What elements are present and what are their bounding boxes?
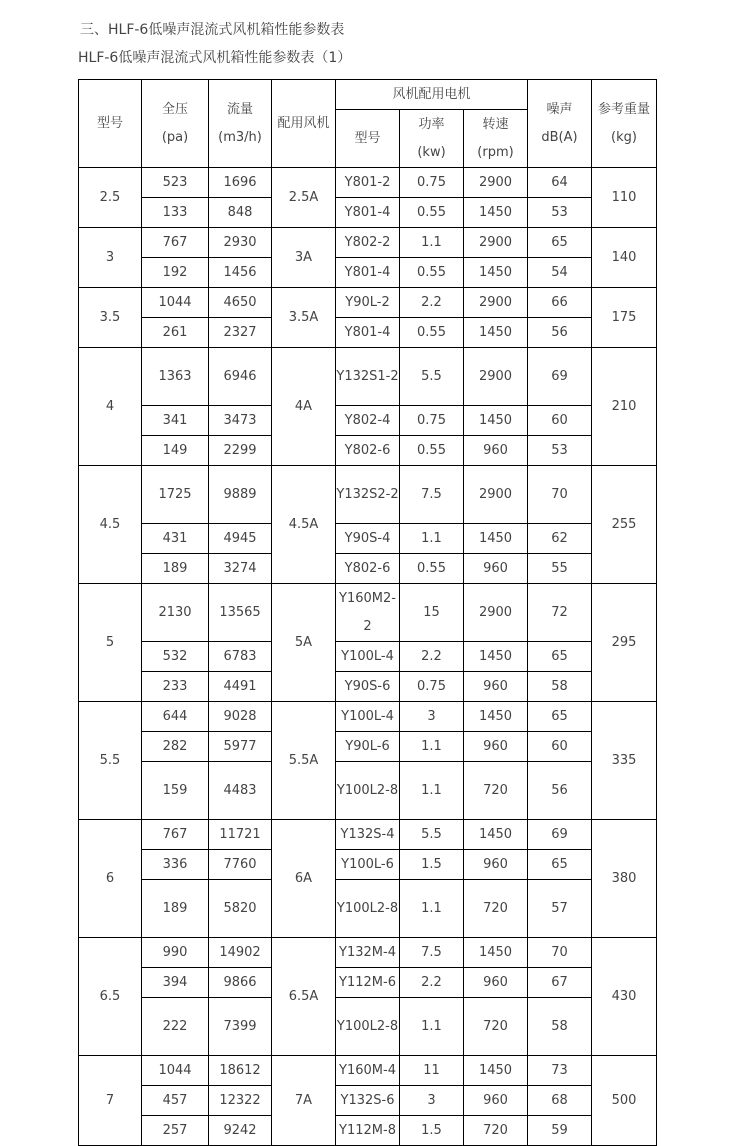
cell-flow: 9866: [209, 968, 272, 998]
cell-noise: 53: [528, 436, 592, 466]
cell-motor-model: Y802-6: [336, 554, 400, 584]
table-row: [79, 880, 657, 938]
cell-speed: 960: [464, 850, 528, 880]
cell-pressure: 1725: [142, 466, 209, 524]
cell-fan: 6.5A: [272, 938, 336, 1056]
cell-power: 0.75: [400, 672, 464, 702]
cell-fan: 7A: [272, 1056, 336, 1146]
cell-noise: 67: [528, 968, 592, 998]
cell-weight: 140: [592, 228, 657, 288]
cell-flow: 4945: [209, 524, 272, 554]
cell-speed: 1450: [464, 702, 528, 732]
cell-motor-model: Y90L-2: [336, 288, 400, 318]
cell-noise: 73: [528, 1056, 592, 1086]
table-row: [79, 258, 657, 288]
table-row: [79, 642, 657, 672]
table-row: [79, 584, 657, 642]
table-row: [79, 1056, 657, 1086]
cell-fan: 4A: [272, 348, 336, 466]
cell-flow: 5977: [209, 732, 272, 762]
cell-pressure: 990: [142, 938, 209, 968]
cell-model: 7: [79, 1056, 142, 1146]
cell-speed: 2900: [464, 348, 528, 406]
cell-noise: 62: [528, 524, 592, 554]
cell-pressure: 149: [142, 436, 209, 466]
cell-pressure: 282: [142, 732, 209, 762]
header-noise: 噪声 dB(A): [528, 80, 592, 168]
cell-power: 1.5: [400, 850, 464, 880]
cell-flow: 12322: [209, 1086, 272, 1116]
cell-noise: 65: [528, 702, 592, 732]
cell-flow: 6783: [209, 642, 272, 672]
cell-model: 3: [79, 228, 142, 288]
cell-flow: 13565: [209, 584, 272, 642]
cell-motor-model: Y112M-8: [336, 1116, 400, 1146]
cell-weight: 210: [592, 348, 657, 466]
cell-power: 0.55: [400, 318, 464, 348]
cell-noise: 65: [528, 850, 592, 880]
cell-power: 0.55: [400, 258, 464, 288]
cell-pressure: 394: [142, 968, 209, 998]
cell-noise: 69: [528, 348, 592, 406]
header-fan: 配用风机: [272, 80, 336, 168]
table-row: [79, 998, 657, 1056]
cell-motor-model: Y100L2-8: [336, 880, 400, 938]
cell-motor-model: Y132S-4: [336, 820, 400, 850]
cell-pressure: 261: [142, 318, 209, 348]
cell-power: 1.1: [400, 880, 464, 938]
cell-speed: 1450: [464, 406, 528, 436]
cell-noise: 60: [528, 732, 592, 762]
cell-flow: 11721: [209, 820, 272, 850]
cell-motor-model: Y801-4: [336, 318, 400, 348]
table-row: [79, 466, 657, 524]
cell-flow: 9242: [209, 1116, 272, 1146]
cell-flow: 2299: [209, 436, 272, 466]
cell-pressure: 431: [142, 524, 209, 554]
table-row: [79, 850, 657, 880]
cell-power: 0.75: [400, 168, 464, 198]
table-row: [79, 228, 657, 258]
cell-power: 11: [400, 1056, 464, 1086]
table-row: [79, 318, 657, 348]
table-row: [79, 938, 657, 968]
cell-model: 4: [79, 348, 142, 466]
header-motor-model: 型号: [336, 110, 400, 168]
cell-noise: 56: [528, 762, 592, 820]
cell-pressure: 2130: [142, 584, 209, 642]
cell-flow: 6946: [209, 348, 272, 406]
cell-motor-model: Y112M-6: [336, 968, 400, 998]
cell-power: 2.2: [400, 642, 464, 672]
cell-weight: 335: [592, 702, 657, 820]
cell-noise: 66: [528, 288, 592, 318]
cell-weight: 380: [592, 820, 657, 938]
cell-motor-model: Y100L2-8: [336, 762, 400, 820]
cell-motor-model: Y100L2-8: [336, 998, 400, 1056]
cell-noise: 55: [528, 554, 592, 584]
cell-motor-model: Y801-4: [336, 258, 400, 288]
cell-speed: 1450: [464, 524, 528, 554]
cell-fan: 3A: [272, 228, 336, 288]
cell-power: 1.1: [400, 524, 464, 554]
cell-speed: 960: [464, 436, 528, 466]
cell-speed: 1450: [464, 198, 528, 228]
cell-flow: 3274: [209, 554, 272, 584]
cell-weight: 110: [592, 168, 657, 228]
cell-noise: 70: [528, 938, 592, 968]
table-row: [79, 168, 657, 198]
cell-power: 1.1: [400, 228, 464, 258]
table-row: [79, 288, 657, 318]
cell-speed: 960: [464, 1086, 528, 1116]
cell-weight: 295: [592, 584, 657, 702]
cell-flow: 14902: [209, 938, 272, 968]
cell-motor-model: Y160M2-2: [336, 584, 400, 642]
cell-flow: 2930: [209, 228, 272, 258]
cell-pressure: 336: [142, 850, 209, 880]
header-speed: 转速 (rpm): [464, 110, 528, 168]
cell-pressure: 1044: [142, 1056, 209, 1086]
cell-pressure: 233: [142, 672, 209, 702]
cell-power: 0.55: [400, 198, 464, 228]
cell-noise: 56: [528, 318, 592, 348]
cell-speed: 1450: [464, 258, 528, 288]
cell-noise: 69: [528, 820, 592, 850]
cell-motor-model: Y132S1-2: [336, 348, 400, 406]
cell-speed: 720: [464, 762, 528, 820]
cell-flow: 18612: [209, 1056, 272, 1086]
cell-speed: 2900: [464, 466, 528, 524]
cell-fan: 4.5A: [272, 466, 336, 584]
cell-pressure: 767: [142, 228, 209, 258]
cell-fan: 2.5A: [272, 168, 336, 228]
cell-noise: 58: [528, 998, 592, 1056]
cell-motor-model: Y801-4: [336, 198, 400, 228]
cell-speed: 960: [464, 672, 528, 702]
cell-flow: 2327: [209, 318, 272, 348]
cell-model: 6: [79, 820, 142, 938]
cell-weight: 255: [592, 466, 657, 584]
table-row: [79, 554, 657, 584]
cell-power: 0.55: [400, 554, 464, 584]
cell-speed: 1450: [464, 820, 528, 850]
cell-motor-model: Y90L-6: [336, 732, 400, 762]
cell-weight: 175: [592, 288, 657, 348]
cell-pressure: 457: [142, 1086, 209, 1116]
cell-pressure: 189: [142, 554, 209, 584]
cell-power: 1.1: [400, 732, 464, 762]
cell-pressure: 189: [142, 880, 209, 938]
cell-noise: 53: [528, 198, 592, 228]
cell-model: 6.5: [79, 938, 142, 1056]
cell-flow: 4483: [209, 762, 272, 820]
cell-power: 5.5: [400, 348, 464, 406]
cell-flow: 1456: [209, 258, 272, 288]
cell-speed: 2900: [464, 168, 528, 198]
table-title: HLF-6低噪声混流式风机箱性能参数表（1）: [78, 50, 352, 66]
cell-pressure: 341: [142, 406, 209, 436]
header-pressure: 全压 (pa): [142, 80, 209, 168]
cell-pressure: 159: [142, 762, 209, 820]
table-header: [79, 80, 657, 168]
cell-speed: 720: [464, 1116, 528, 1146]
table-row: [79, 1086, 657, 1116]
cell-model: 5: [79, 584, 142, 702]
cell-flow: 9028: [209, 702, 272, 732]
cell-speed: 720: [464, 998, 528, 1056]
cell-noise: 59: [528, 1116, 592, 1146]
cell-flow: 4650: [209, 288, 272, 318]
table-row: [79, 762, 657, 820]
cell-pressure: 523: [142, 168, 209, 198]
cell-motor-model: Y802-2: [336, 228, 400, 258]
header-weight: 参考重量 (kg): [592, 80, 657, 168]
cell-motor-model: Y132S2-2: [336, 466, 400, 524]
cell-flow: 7760: [209, 850, 272, 880]
cell-motor-model: Y100L-4: [336, 642, 400, 672]
cell-noise: 65: [528, 228, 592, 258]
cell-flow: 848: [209, 198, 272, 228]
table-row: [79, 820, 657, 850]
cell-power: 1.1: [400, 998, 464, 1056]
cell-speed: 960: [464, 968, 528, 998]
table-row: [79, 672, 657, 702]
cell-pressure: 644: [142, 702, 209, 732]
cell-motor-model: Y132M-4: [336, 938, 400, 968]
cell-speed: 2900: [464, 584, 528, 642]
cell-power: 3: [400, 1086, 464, 1116]
table-row: [79, 348, 657, 406]
cell-noise: 60: [528, 406, 592, 436]
cell-fan: 5.5A: [272, 702, 336, 820]
cell-motor-model: Y801-2: [336, 168, 400, 198]
cell-speed: 1450: [464, 642, 528, 672]
cell-power: 7.5: [400, 466, 464, 524]
cell-pressure: 133: [142, 198, 209, 228]
table-row: [79, 702, 657, 732]
header-flow: 流量 (m3/h): [209, 80, 272, 168]
cell-noise: 57: [528, 880, 592, 938]
cell-pressure: 257: [142, 1116, 209, 1146]
cell-speed: 2900: [464, 228, 528, 258]
cell-flow: 7399: [209, 998, 272, 1056]
table-row: [79, 524, 657, 554]
cell-weight: 500: [592, 1056, 657, 1146]
cell-speed: 2900: [464, 288, 528, 318]
cell-motor-model: Y802-4: [336, 406, 400, 436]
cell-motor-model: Y100L-4: [336, 702, 400, 732]
cell-motor-model: Y160M-4: [336, 1056, 400, 1086]
cell-flow: 5820: [209, 880, 272, 938]
cell-fan: 6A: [272, 820, 336, 938]
table-row: [79, 198, 657, 228]
cell-noise: 68: [528, 1086, 592, 1116]
header-power: 功率 (kw): [400, 110, 464, 168]
table-body: [79, 168, 657, 1146]
cell-noise: 64: [528, 168, 592, 198]
cell-pressure: 532: [142, 642, 209, 672]
table-row: [79, 1116, 657, 1146]
cell-speed: 1450: [464, 938, 528, 968]
cell-motor-model: Y90S-4: [336, 524, 400, 554]
cell-power: 15: [400, 584, 464, 642]
cell-pressure: 192: [142, 258, 209, 288]
cell-power: 0.55: [400, 436, 464, 466]
cell-flow: 4491: [209, 672, 272, 702]
performance-table: [78, 79, 657, 1146]
cell-pressure: 767: [142, 820, 209, 850]
header-motor: 风机配用电机: [336, 80, 528, 110]
cell-motor-model: Y802-6: [336, 436, 400, 466]
cell-fan: 3.5A: [272, 288, 336, 348]
header-model: 型号: [79, 80, 142, 168]
cell-motor-model: Y90S-6: [336, 672, 400, 702]
cell-noise: 65: [528, 642, 592, 672]
section-heading: 三、HLF-6低噪声混流式风机箱性能参数表: [80, 22, 345, 38]
cell-speed: 960: [464, 732, 528, 762]
cell-power: 5.5: [400, 820, 464, 850]
cell-model: 3.5: [79, 288, 142, 348]
cell-power: 7.5: [400, 938, 464, 968]
cell-power: 2.2: [400, 968, 464, 998]
cell-speed: 960: [464, 554, 528, 584]
cell-fan: 5A: [272, 584, 336, 702]
cell-speed: 1450: [464, 1056, 528, 1086]
cell-model: 4.5: [79, 466, 142, 584]
table-row: [79, 436, 657, 466]
cell-speed: 1450: [464, 318, 528, 348]
cell-speed: 720: [464, 880, 528, 938]
cell-pressure: 222: [142, 998, 209, 1056]
table-row: [79, 732, 657, 762]
cell-noise: 70: [528, 466, 592, 524]
cell-noise: 72: [528, 584, 592, 642]
cell-pressure: 1044: [142, 288, 209, 318]
cell-noise: 54: [528, 258, 592, 288]
cell-flow: 1696: [209, 168, 272, 198]
cell-power: 3: [400, 702, 464, 732]
cell-power: 1.5: [400, 1116, 464, 1146]
cell-weight: 430: [592, 938, 657, 1056]
cell-model: 2.5: [79, 168, 142, 228]
cell-model: 5.5: [79, 702, 142, 820]
table-row: [79, 968, 657, 998]
cell-power: 0.75: [400, 406, 464, 436]
cell-pressure: 1363: [142, 348, 209, 406]
cell-noise: 58: [528, 672, 592, 702]
cell-flow: 9889: [209, 466, 272, 524]
cell-power: 2.2: [400, 288, 464, 318]
cell-power: 1.1: [400, 762, 464, 820]
cell-motor-model: Y100L-6: [336, 850, 400, 880]
cell-flow: 3473: [209, 406, 272, 436]
cell-motor-model: Y132S-6: [336, 1086, 400, 1116]
table-row: [79, 406, 657, 436]
